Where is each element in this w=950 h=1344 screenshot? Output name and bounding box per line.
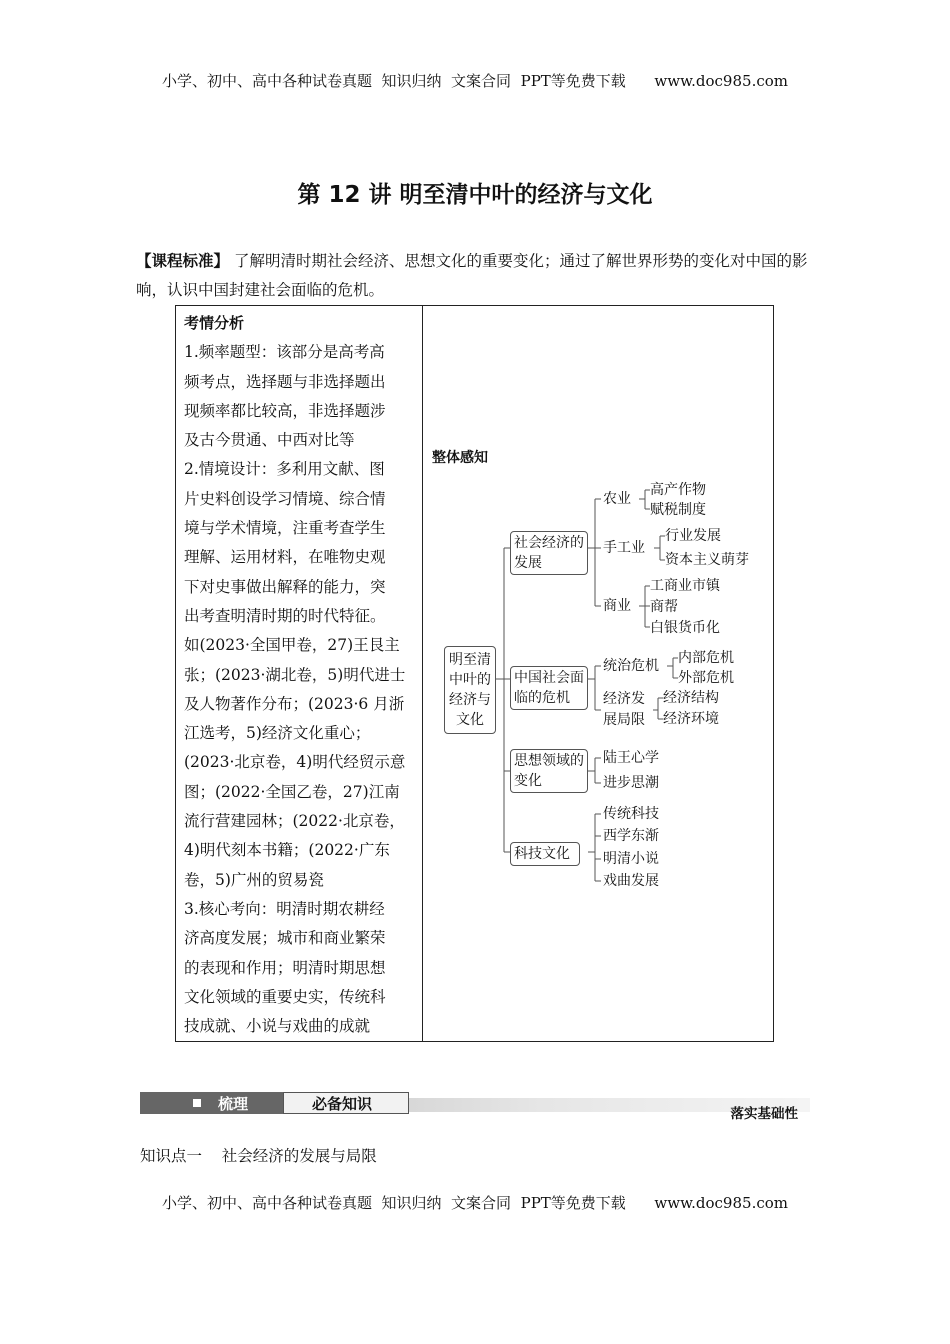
knowledge-point-heading: 知识点一 社会经济的发展与局限 bbox=[140, 1147, 377, 1165]
leaf: 进步思潮 bbox=[603, 775, 659, 791]
course-standard-text: 了解明清时期社会经济、思想文化的重要变化；通过了解世界形势的变化对中国的影响，认识中国封建社会面临的危机。 bbox=[136, 252, 808, 299]
leaf: 明清小说 bbox=[603, 851, 659, 867]
branch-label-line: 社会经济的 bbox=[514, 535, 584, 551]
leaf: 资本主义萌芽 bbox=[665, 552, 749, 568]
page-footer: 小学、初中、高中各种试卷真题 知识归纳 文案合同 PPT等免费下载 www.doc985.com bbox=[161, 1194, 788, 1212]
mindmap-root-line: 中叶的 bbox=[449, 672, 491, 688]
exam-analysis-line: 的表现和作用；明清时期思想 bbox=[184, 958, 386, 977]
course-standard bbox=[136, 247, 816, 305]
leaf: 白银货币化 bbox=[650, 620, 720, 636]
mindmap-root-line: 经济与 bbox=[449, 692, 491, 708]
exam-analysis-line: 文化领域的重要史实，传统科 bbox=[184, 987, 386, 1006]
leaf: 陆王心学 bbox=[603, 750, 659, 766]
branch-label-line: 中国社会面 bbox=[514, 670, 584, 686]
branch-label-line: 思想领域的 bbox=[514, 753, 584, 769]
sub-handicraft: 手工业 bbox=[603, 540, 645, 556]
exam-analysis-line: 卷，5)广州的贸易瓷 bbox=[184, 870, 324, 889]
leaf: 经济结构 bbox=[663, 690, 719, 706]
exam-analysis-line: (2023·北京卷，4)明代经贸示意 bbox=[184, 753, 406, 772]
banner-right-label: 落实基础性 bbox=[730, 1106, 798, 1122]
branch-label-line: 发展 bbox=[514, 555, 542, 571]
leaf: 戏曲发展 bbox=[603, 873, 659, 889]
branch-label-line: 变化 bbox=[514, 773, 542, 789]
exam-analysis-line: 技成就、小说与戏曲的成就 bbox=[184, 1017, 371, 1036]
mindmap-branch-economy bbox=[510, 531, 588, 575]
mindmap-branch-crisis bbox=[510, 666, 588, 710]
exam-analysis-line: 江选考，5)经济文化重心； bbox=[184, 724, 371, 743]
exam-analysis-line: 出考查明清时期的时代特征。 bbox=[184, 606, 386, 625]
exam-analysis-line: 图；(2022·全国乙卷，27)江南 bbox=[184, 782, 400, 801]
exam-analysis-heading: 考情分析 bbox=[184, 314, 245, 332]
mindmap-branch-tech bbox=[510, 842, 580, 866]
leaf: 商帮 bbox=[650, 599, 678, 615]
banner-left-label: 梳理 bbox=[218, 1095, 249, 1113]
exam-analysis-line: 境与学术情境，注重考查学生 bbox=[184, 519, 386, 538]
banner-middle-label: 必备知识 bbox=[312, 1095, 373, 1113]
exam-analysis-line: 片史料创设学习情境、综合情 bbox=[184, 489, 386, 508]
mindmap-root-line: 文化 bbox=[456, 712, 484, 728]
mindmap-branch-thought bbox=[510, 749, 588, 793]
sub-agriculture: 农业 bbox=[603, 491, 631, 507]
exam-analysis-line: 流行营建园林；(2022·北京卷， bbox=[184, 812, 405, 831]
leaf: 西学东渐 bbox=[603, 828, 659, 844]
page-header: 小学、初中、高中各种试卷真题 知识归纳 文案合同 PPT等免费下载 www.doc985.com bbox=[161, 72, 788, 90]
course-standard-label: 【课程标准】 bbox=[136, 252, 230, 270]
exam-analysis-line: 4)明代刻本书籍；(2022·广东 bbox=[184, 841, 390, 860]
leaf: 传统科技 bbox=[603, 806, 659, 822]
exam-analysis-line: 2.情境设计：多利用文献、图 bbox=[184, 460, 385, 479]
section-banner bbox=[140, 1092, 810, 1122]
leaf: 高产作物 bbox=[650, 482, 706, 498]
exam-analysis-line: 理解、运用材料，在唯物史观 bbox=[184, 548, 386, 567]
leaf: 经济环境 bbox=[663, 711, 719, 727]
leaf: 内部危机 bbox=[678, 650, 734, 666]
page-title: 第 12 讲 明至清中叶的经济与文化 bbox=[297, 182, 653, 208]
mindmap-root-line: 明至清 bbox=[449, 652, 491, 668]
banner-dark-tab bbox=[140, 1092, 283, 1114]
leaf: 赋税制度 bbox=[650, 502, 706, 518]
branch-label-line: 科技文化 bbox=[514, 846, 570, 862]
exam-analysis-line: 如(2023·全国甲卷，27)王艮主 bbox=[184, 636, 400, 655]
mindmap-heading: 整体感知 bbox=[432, 450, 488, 466]
exam-analysis-line: 及古今贯通、中西对比等 bbox=[184, 431, 355, 450]
leaf: 工商业市镇 bbox=[650, 578, 720, 594]
exam-analysis-line: 张；(2023·湖北卷，5)明代进士 bbox=[184, 665, 406, 684]
sub-commerce: 商业 bbox=[603, 598, 631, 614]
analysis-table bbox=[175, 305, 774, 1042]
exam-analysis-line: 现频率都比较高，非选择题涉 bbox=[184, 401, 386, 420]
exam-analysis-line: 频考点，选择题与非选择题出 bbox=[184, 372, 386, 391]
leaf: 行业发展 bbox=[665, 528, 721, 544]
sub-ruling-crisis: 统治危机 bbox=[603, 658, 659, 674]
exam-analysis-line: 1.频率题型：该部分是高考高 bbox=[184, 343, 385, 362]
exam-analysis-line: 3.核心考向：明清时期农耕经 bbox=[184, 899, 385, 918]
leaf: 外部危机 bbox=[678, 670, 734, 686]
sub-label-line: 展局限 bbox=[603, 712, 645, 728]
exam-analysis-line: 济高度发展；城市和商业繁荣 bbox=[184, 929, 386, 948]
sub-label-line: 经济发 bbox=[603, 691, 645, 707]
mindmap-root bbox=[444, 646, 496, 734]
exam-analysis-line: 下对史事做出解释的能力，突 bbox=[184, 577, 386, 596]
exam-analysis-line: 及人物著作分布；(2023·6 月浙 bbox=[184, 694, 405, 713]
sub-economic-limits bbox=[603, 689, 645, 731]
branch-label-line: 临的危机 bbox=[514, 690, 570, 706]
banner-square-icon bbox=[193, 1099, 201, 1107]
